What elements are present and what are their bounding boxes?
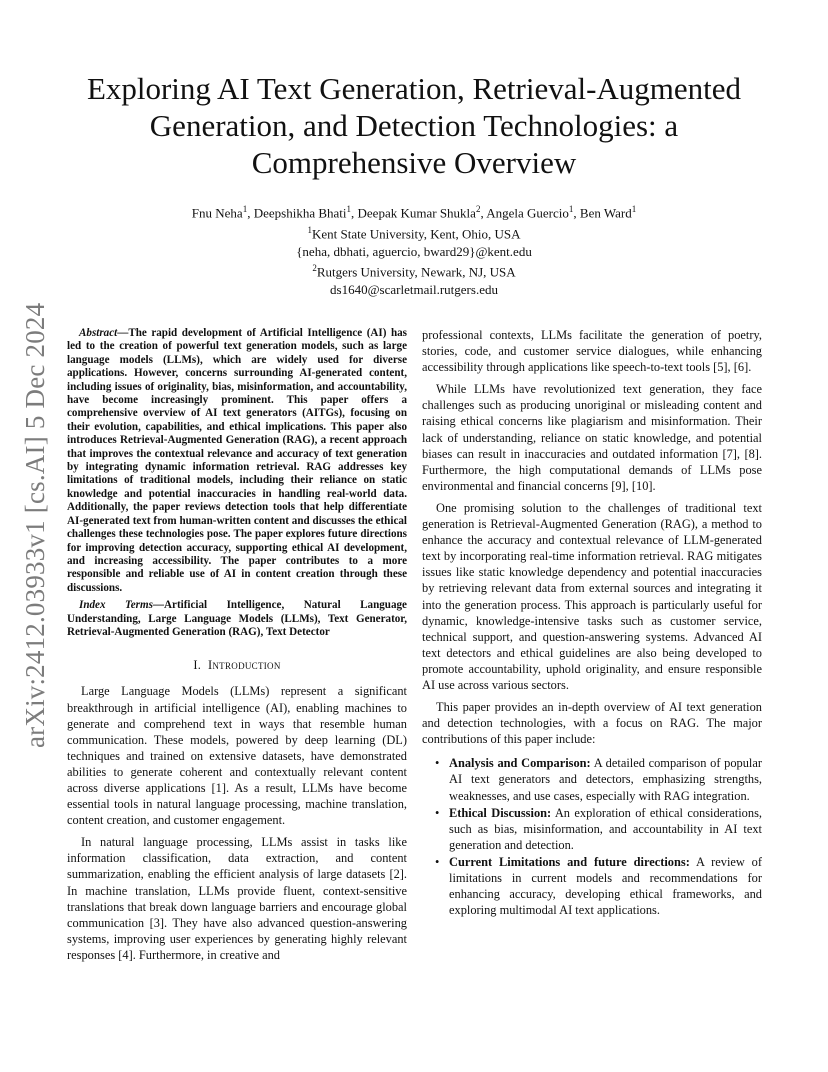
contribution-text: An exploration of ethical considerations, such as bias, misinformation, and accountability in AI text generation and detection. (449, 805, 762, 852)
contribution-heading: Ethical Discussion: (449, 805, 552, 820)
paragraph: Large Language Models (LLMs) represent a significant breakthrough in artificial intelligence (AI), enabling machines to generate and comprehend text in ways that resemble human communication. These models, powered by deep learning (DL) techniques and trained on extensive datasets, have demonstrated abilities to generate coherent and contextually relevant content across diverse applications [1]. As a result, LLMs have become essential tools in natural language processing, machine translation, content creation, and customer engagement. (67, 684, 407, 828)
affiliation-text: Rutgers University, Newark, NJ, USA (316, 264, 516, 280)
affiliation-marker: 1 (242, 204, 248, 214)
title-line-3: Comprehensive Overview (251, 145, 577, 180)
right-column (422, 327, 762, 919)
contribution-text: A review of limitations in current models and recommendations for enhancing accuracy, developing ethical frameworks, and exploring multimodal AI text applications. (449, 854, 763, 918)
abstract-label: Abstract (79, 327, 118, 339)
affiliation-text: Kent State University, Kent, Ohio, USA (311, 226, 521, 242)
paragraph: professional contexts, LLMs facilitate the generation of poetry, stories, code, and customer service dialogues, while enhancing accessibility through applications like speech-to-text tools [5], [6]. (422, 328, 762, 375)
contribution-heading: Analysis and Comparison: (449, 756, 591, 771)
author-name: Ben Ward (579, 205, 632, 221)
paragraph: In natural language processing, LLMs assist in tasks like information classification, data extraction, and content summarization, enabling the efficient analysis of large datasets [2]. In machine translation, LLMs provide fluent, context-sensitive translations that break down language barriers and encourage global communication [3]. They have also advanced question-answering systems, improving user experiences by generating highly relevant responses [4]. Furthermore, in creative and (67, 835, 407, 962)
affiliation-marker: 2 (312, 263, 317, 274)
affiliation-marker: 1 (631, 204, 637, 214)
title-line-2: Generation, and Detection Technologies: a (149, 108, 679, 143)
paragraph: This paper provides an in-depth overview of AI text generation and detection technologies, with a focus on RAG. The major contributions of this paper include: (422, 700, 762, 747)
list-item (449, 755, 762, 803)
title-line-1: Exploring AI Text Generation, Retrieval-Augmented (86, 71, 742, 106)
affiliation-1 (40, 222, 788, 243)
paragraph: While LLMs have revolutionized text generation, they face challenges such as producing unoriginal or misleading content and raising ethical concerns like plagiarism and misinformation. Their lack of understanding, reliance on static knowledge, and potential biases can result in inaccuracies and outdated information [7], [8]. Furthermore, the high computational demands of LLMs pose environmental and financial concerns [9], [10]. (422, 382, 762, 493)
affiliation-2 (40, 260, 788, 281)
contributions-list (422, 755, 762, 918)
abstract-text: —The rapid development of Artificial Intelligence (AI) has led to the creation of powerful text generation models, such as large language models (LLMs), which are widely used for diverse applications. However, concerns surrounding AI-generated content, including issues of originality, bias, misinformation, and accountability, have become increasingly prominent. This paper offers a comprehensive overview of AI text generators (AITGs), focusing on their evolution, capabilities, and ethical implications. This paper also introduces Retrieval-Augmented Generation (RAG), a recent approach that improves the contextual relevance and accuracy of text generation by integrating dynamic information retrieval. RAG addresses key limitations of traditional models, including their reliance on static knowledge and potential inaccuracies in handling real-world data. Additionally, the paper reviews detection tools that help differentiate AI-generated text from human-written content and discusses the ethical challenges these technologies pose. The paper explores future directions for improving detection accuracy, supporting ethical AI development, and increasing accessibility. The paper contributes to a more responsible and reliable use of AI in content creation through these discussions. (67, 327, 407, 594)
contribution-heading: Current Limitations and future directions: (449, 854, 690, 869)
author-name: Angela Guercio (486, 205, 569, 221)
contribution-text: A detailed comparison of popular AI text generators and detectors, emphasizing strengths, weaknesses, and use cases, especially with RAG integration. (449, 756, 762, 803)
section-numeral: I. (193, 658, 202, 673)
index-terms-text: —Artificial Intelligence, Natural Language Understanding, Large Language Models (LLMs), Text Generator, Retrieval-Augmented Generation (RAG), Text Detector (67, 599, 407, 638)
list-item (449, 854, 762, 918)
arxiv-identifier: arXiv:2412.03933v1 [cs.AI] 5 Dec 2024 (20, 302, 50, 748)
section-title: Introduction (207, 658, 281, 673)
index-terms-label: Index Terms (79, 599, 153, 612)
affiliation-marker: 2 (475, 204, 481, 214)
author-list: Fnu Neha$^1$, Deepshikha Bhati$^1$, Deepak Kumar Shukla$^2$, Angela Guercio$^1$, Ben Ward$^1$ (191, 204, 637, 221)
abstract (67, 327, 407, 595)
index-terms (67, 599, 407, 639)
affiliation-marker: 1 (568, 204, 574, 214)
author-name: Deepak Kumar Shukla (357, 205, 476, 221)
affiliation-marker: 1 (346, 204, 352, 214)
list-item (449, 805, 762, 853)
paragraph: One promising solution to the challenges of traditional text generation is Retrieval-Augmented Generation (RAG), a method to enhance the accuracy and contextual relevance of LLM-generated text by incorporating real-time information retrieval. RAG mitigates issues like static knowledge dependency and potential inaccuracies by retrieving relevant data from external sources and integrating it into the generation process. This approach is particularly useful for dynamic, knowledge-intensive tasks such as customer service, technical support, and question-answering systems. Advanced AI text detectors and ethical guidelines are also being developed to promote accountability, uphold originality, and ensure responsible AI use across various sectors. (422, 500, 762, 692)
left-column (67, 327, 407, 969)
author-block (40, 201, 788, 298)
email-list-1: {neha, dbhati, aguercio, bward29}@kent.edu (296, 243, 532, 259)
author-name: Deepshikha Bhati (253, 205, 347, 221)
section-heading-introduction (67, 657, 407, 673)
paper-title (40, 70, 788, 181)
affiliation-marker: 1 (307, 224, 312, 235)
author-name: Fnu Neha (191, 205, 243, 221)
email-list-2: ds1640@scarletmail.rutgers.edu (330, 281, 498, 297)
